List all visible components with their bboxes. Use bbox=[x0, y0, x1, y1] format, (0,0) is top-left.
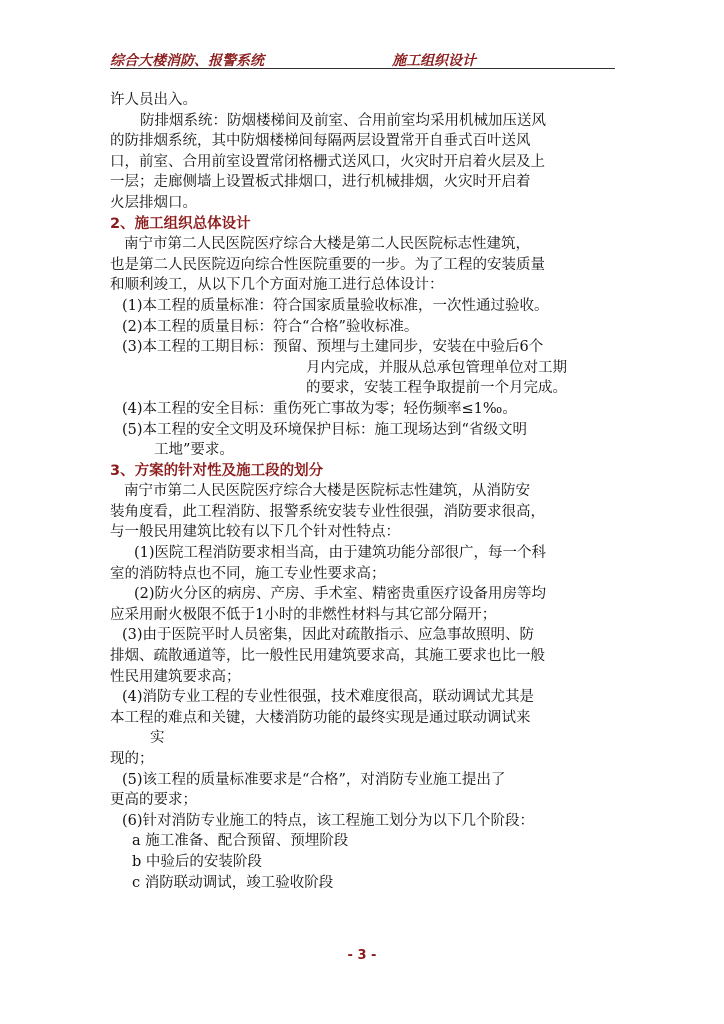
text-line: (5)本工程的安全文明及环境保护目标：施工现场达到“省级文明 bbox=[122, 421, 527, 438]
text-line: a 施工准备、配合预留、预埋阶段 bbox=[132, 833, 349, 850]
text-line: 装角度看，此工程消防、报警系统安装专业性很强，消防要求很高， bbox=[110, 503, 545, 520]
text-line: 性民用建筑要求高； bbox=[110, 668, 241, 685]
text-line: b 中验后的安装阶段 bbox=[132, 853, 262, 870]
text-line: (1)医院工程消防要求相当高，由于建筑功能分部很广，每一个科 bbox=[134, 545, 547, 562]
text-line: 现的； bbox=[110, 751, 154, 767]
text-line: 本工程的难点和关键，大楼消防功能的最终实现是通过联动调试来 bbox=[110, 709, 531, 726]
text-line: (5)该工程的质量标准要求是“合格”，对消防专业施工提出了 bbox=[122, 771, 506, 788]
text-line: 火层排烟口。 bbox=[110, 194, 197, 211]
text-line: 的要求，安装工程争取提前一个月完成。 bbox=[306, 380, 567, 397]
text-line: 南宁市第二人民医院医疗综合大楼是第二人民医院标志性建筑， bbox=[124, 236, 530, 253]
text-line: 也是第二人民医院迈向综合性医院重要的一步。为了工程的安装质量 bbox=[110, 256, 545, 273]
page-header bbox=[110, 50, 615, 69]
text-line: 工地”要求。 bbox=[154, 442, 234, 459]
header-section-title: 施工组织设计 bbox=[392, 53, 476, 69]
section-heading: 3、方案的针对性及施工段的划分 bbox=[110, 462, 324, 479]
header-doc-title: 综合大楼消防、报警系统 bbox=[110, 53, 264, 69]
text-line: 一层；走廊侧墙上设置板式排烟口，进行机械排烟，火灾时开启着 bbox=[110, 174, 531, 191]
text-line: (6)针对消防专业施工的特点，该工程施工划分为以下几个阶段： bbox=[122, 812, 535, 829]
text-line: 室的消防特点也不同，施工专业性要求高； bbox=[110, 565, 386, 582]
text-line: 许人员出入。 bbox=[110, 92, 197, 108]
text-line: 排烟、疏散通道等，比一般性民用建筑要求高，其施工要求也比一般 bbox=[110, 648, 545, 665]
text-line: 应采用耐火极限不低于1小时的非燃性材料与其它部分隔开； bbox=[110, 606, 497, 623]
text-line: 更高的要求； bbox=[110, 792, 197, 809]
text-line: (4)消防专业工程的专业性很强，技术难度很高，联动调试尤其是 bbox=[122, 689, 535, 706]
text-line: (2)本工程的质量目标：符合“合格”验收标准。 bbox=[122, 318, 419, 335]
text-line: 南宁市第二人民医院医疗综合大楼是医院标志性建筑，从消防安 bbox=[124, 483, 530, 500]
text-line: 的防排烟系统，其中防烟楼梯间每隔两层设置常开自垂式百叶送风 bbox=[110, 133, 531, 150]
text-line: 与一般民用建筑比较有以下几个针对性特点： bbox=[110, 524, 400, 541]
text-line: 和顺利竣工，从以下几个方面对施工进行总体设计： bbox=[110, 277, 444, 294]
section-heading: 2、施工组织总体设计 bbox=[110, 215, 251, 232]
text-line: 防排烟系统：防烟楼梯间及前室、合用前室均采用机械加压送风 bbox=[140, 112, 546, 129]
document-body bbox=[110, 90, 615, 893]
text-line: (1)本工程的质量标准：符合国家质量验收标准，一次性通过验收。 bbox=[122, 297, 549, 314]
text-line: c 消防联动调试，竣工验收阶段 bbox=[132, 874, 334, 891]
text-line: (4)本工程的安全目标：重伤死亡事故为零；轻伤频率≤1‰。 bbox=[122, 400, 517, 417]
text-line: 实 bbox=[150, 730, 165, 747]
text-line: 月内完成，并服从总承包管理单位对工期 bbox=[306, 359, 567, 376]
text-line: (3)本工程的工期目标：预留、预埋与土建同步，安装在中验后6个 bbox=[122, 339, 544, 356]
text-line: 口，前室、合用前室设置常闭格栅式送风口，火灾时开启着火层及上 bbox=[110, 153, 545, 170]
page-number: - 3 - bbox=[347, 948, 377, 963]
text-line: (2)防火分区的病房、产房、手术室、精密贵重医疗设备用房等均 bbox=[134, 586, 547, 603]
text-line: (3)由于医院平时人员密集，因此对疏散指示、应急事故照明、防 bbox=[122, 627, 535, 644]
